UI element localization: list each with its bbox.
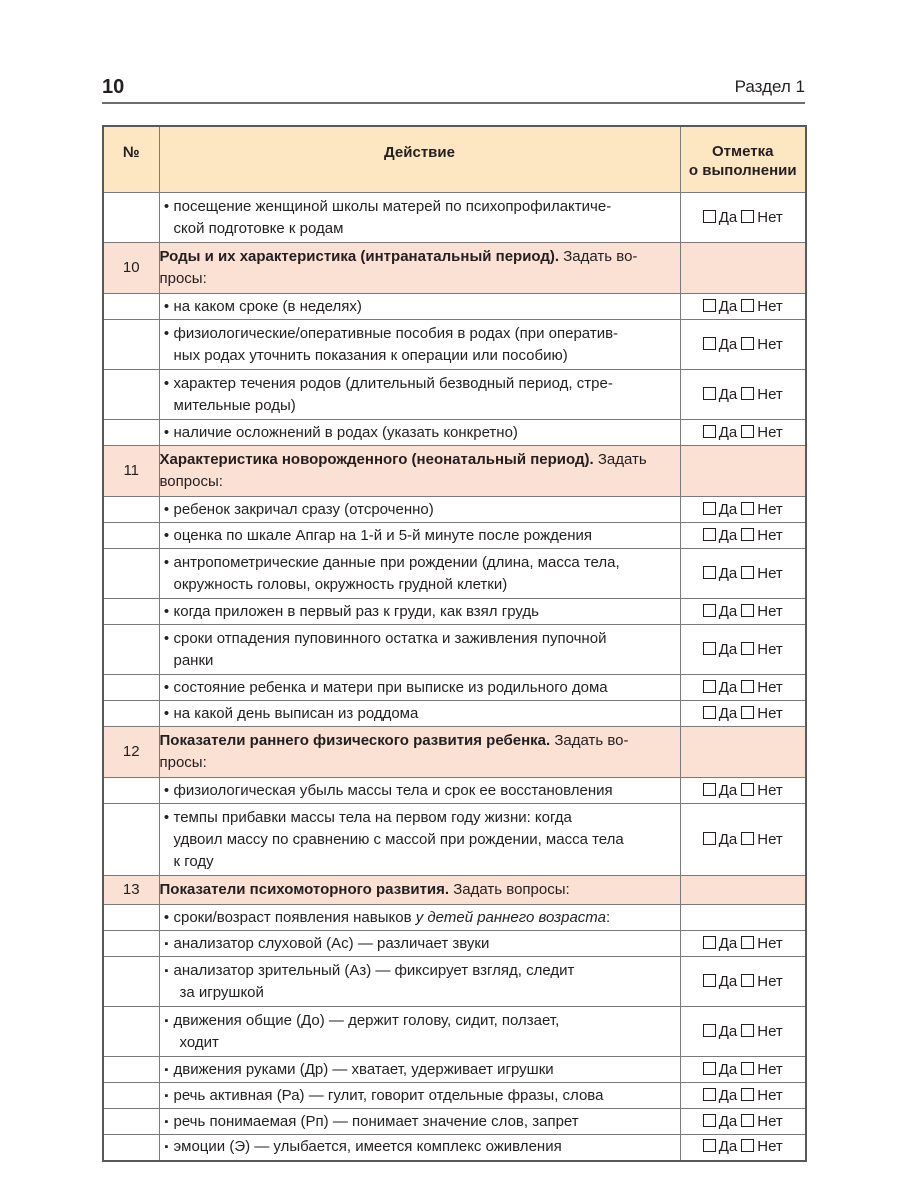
sub-bullet-icon: ▪ (164, 1089, 169, 1102)
checkbox-no[interactable] (741, 566, 754, 579)
checkbox-yes[interactable] (703, 1062, 716, 1075)
table-row (103, 599, 806, 625)
checkbox-no[interactable] (741, 642, 754, 655)
yes-no-check: Да Нет (680, 370, 806, 420)
action-text: • на каком сроке (в неделях) (159, 294, 680, 320)
checkbox-no[interactable] (741, 387, 754, 400)
yes-no-check: Да Нет (680, 1007, 806, 1057)
checkbox-yes[interactable] (703, 425, 716, 438)
action-text: • темпы прибавки массы тела на первом году жизни: когда удвоил массу по сравнению с массой при рождении, масса тела к году (159, 804, 680, 876)
action-text: • посещение женщиной школы матерей по психопрофилактиче- ской подготовке к родам (159, 193, 680, 243)
bullet-icon: • (163, 678, 170, 696)
checkbox-no[interactable] (741, 1062, 754, 1075)
action-text: • антропометрические данные при рождении (длина, масса тела, окружность головы, окружность грудной клетки) (159, 549, 680, 599)
yes-no-check: Да Нет (680, 957, 806, 1007)
section-number: 13 (103, 876, 159, 905)
checkbox-yes[interactable] (703, 1024, 716, 1037)
section-label: Раздел 1 (734, 77, 805, 96)
section-text: Роды и их характеристика (интранатальный период). Задать во- просы: (159, 243, 680, 294)
yes-no-check: Да Нет (680, 675, 806, 701)
action-text: • физиологическая убыль массы тела и срок ее восстановления (159, 778, 680, 804)
column-header-check (680, 126, 806, 193)
checkbox-yes[interactable] (703, 1114, 716, 1127)
bullet-icon: • (163, 526, 170, 544)
action-text: • ребенок закричал сразу (отсроченно) (159, 497, 680, 523)
table-row (103, 370, 806, 420)
sub-bullet-icon: ▪ (164, 964, 169, 977)
checkbox-yes[interactable] (703, 642, 716, 655)
yes-no-check: Да Нет (680, 778, 806, 804)
table-row (103, 625, 806, 675)
bullet-icon: • (163, 808, 170, 826)
yes-no-check: Да Нет (680, 549, 806, 599)
table-row (103, 1007, 806, 1057)
action-text: ▪ речь активная (Ра) — гулит, говорит отдельные фразы, слова (159, 1083, 680, 1109)
table-row (103, 1135, 806, 1161)
action-text: • на какой день выписан из роддома (159, 701, 680, 727)
checklist-table (102, 125, 807, 1162)
section-number: 11 (103, 446, 159, 497)
column-header-check-line2: о выполнении (688, 162, 797, 179)
yes-no-check: Да Нет (680, 1083, 806, 1109)
checkbox-yes[interactable] (703, 1139, 716, 1152)
section-row (103, 446, 806, 497)
table-row (103, 1109, 806, 1135)
checkbox-yes[interactable] (703, 604, 716, 617)
checkbox-no[interactable] (741, 210, 754, 223)
checkbox-no[interactable] (741, 1139, 754, 1152)
checkbox-yes[interactable] (703, 832, 716, 845)
yes-no-check: Да Нет (680, 931, 806, 957)
yes-no-check: Да Нет (680, 1109, 806, 1135)
column-header-num: № (103, 126, 159, 193)
sub-bullet-icon: ▪ (164, 937, 169, 950)
table-row (103, 778, 806, 804)
section-number: 12 (103, 727, 159, 778)
yes-no-check: Да Нет (680, 599, 806, 625)
section-text: Характеристика новорожденного (неонатальный период). Задать вопросы: (159, 446, 680, 497)
bullet-icon: • (163, 197, 170, 215)
bullet-icon: • (163, 781, 170, 799)
checkbox-no[interactable] (741, 832, 754, 845)
table-row (103, 294, 806, 320)
bullet-icon: • (163, 602, 170, 620)
table-row (103, 931, 806, 957)
table-row (103, 549, 806, 599)
action-text: ▪ анализатор слуховой (Ас) — различает звуки (159, 931, 680, 957)
bullet-icon: • (163, 324, 170, 342)
checkbox-no[interactable] (741, 299, 754, 312)
bullet-icon: • (163, 629, 170, 647)
action-text: • сроки/возраст появления навыков у детей раннего возраста: (159, 905, 680, 931)
checkbox-no[interactable] (741, 936, 754, 949)
action-text: • состояние ребенка и матери при выписке из родильного дома (159, 675, 680, 701)
table-row (103, 497, 806, 523)
yes-no-check: Да Нет (680, 701, 806, 727)
checkbox-no[interactable] (741, 680, 754, 693)
checkbox-no[interactable] (741, 425, 754, 438)
table-row (103, 320, 806, 370)
yes-no-check: Да Нет (680, 193, 806, 243)
checkbox-yes[interactable] (703, 337, 716, 350)
table-row (103, 675, 806, 701)
checkbox-no[interactable] (741, 1114, 754, 1127)
bullet-icon: • (163, 374, 170, 392)
checkbox-no[interactable] (741, 337, 754, 350)
checkbox-no[interactable] (741, 783, 754, 796)
checkbox-yes[interactable] (703, 1088, 716, 1101)
checkbox-no[interactable] (741, 974, 754, 987)
yes-no-check: Да Нет (680, 1057, 806, 1083)
checkbox-yes[interactable] (703, 210, 716, 223)
yes-no-check: Да Нет (680, 320, 806, 370)
section-text: Показатели психомоторного развития. Задать вопросы: (159, 876, 680, 905)
table-row (103, 905, 806, 931)
table-row (103, 701, 806, 727)
yes-no-check: Да Нет (680, 804, 806, 876)
action-text: • сроки отпадения пуповинного остатка и заживления пупочной ранки (159, 625, 680, 675)
checkbox-yes[interactable] (703, 974, 716, 987)
action-text: • когда приложен в первый раз к груди, как взял грудь (159, 599, 680, 625)
yes-no-check: Да Нет (680, 1135, 806, 1161)
yes-no-check: Да Нет (680, 523, 806, 549)
page-header (102, 76, 805, 104)
checkbox-yes[interactable] (703, 299, 716, 312)
action-text: • наличие осложнений в родах (указать конкретно) (159, 420, 680, 446)
checkbox-yes[interactable] (703, 783, 716, 796)
sub-bullet-icon: ▪ (164, 1141, 169, 1154)
bullet-icon: • (163, 297, 170, 315)
table-row (103, 193, 806, 243)
bullet-icon: • (163, 423, 170, 441)
table-row (103, 420, 806, 446)
column-header-action: Действие (159, 126, 680, 193)
checkbox-no[interactable] (741, 1024, 754, 1037)
table-row (103, 804, 806, 876)
action-text: • физиологические/оперативные пособия в родах (при оператив- ных родах уточнить показания к операции или пособию) (159, 320, 680, 370)
checkbox-yes[interactable] (703, 936, 716, 949)
section-text: Показатели раннего физического развития ребенка. Задать во- просы: (159, 727, 680, 778)
checkbox-yes[interactable] (703, 706, 716, 719)
action-text: ▪ эмоции (Э) — улыбается, имеется комплекс оживления (159, 1135, 680, 1161)
action-text: ▪ движения общие (До) — держит голову, сидит, ползает, ходит (159, 1007, 680, 1057)
yes-no-check: Да Нет (680, 625, 806, 675)
bullet-icon: • (163, 704, 170, 722)
yes-no-check: Да Нет (680, 294, 806, 320)
table-row (103, 1057, 806, 1083)
checkbox-no[interactable] (741, 604, 754, 617)
checkbox-no[interactable] (741, 1088, 754, 1101)
page-number: 10 (102, 76, 125, 98)
bullet-icon: • (163, 553, 170, 571)
table-header-row (103, 126, 806, 193)
checkbox-no[interactable] (741, 528, 754, 541)
bullet-icon: • (163, 908, 170, 926)
section-row (103, 727, 806, 778)
action-text: • оценка по шкале Апгар на 1-й и 5-й минуте после рождения (159, 523, 680, 549)
action-text: ▪ речь понимаемая (Рп) — понимает значение слов, запрет (159, 1109, 680, 1135)
section-row (103, 243, 806, 294)
sub-bullet-icon: ▪ (164, 1063, 169, 1076)
action-text: • характер течения родов (длительный безводный период, стре- мительные роды) (159, 370, 680, 420)
column-header-check-line1: Отметка (712, 143, 774, 160)
checkbox-no[interactable] (741, 706, 754, 719)
action-text: ▪ анализатор зрительный (Аз) — фиксирует взгляд, следит за игрушкой (159, 957, 680, 1007)
section-number: 10 (103, 243, 159, 294)
checkbox-yes[interactable] (703, 680, 716, 693)
sub-bullet-icon: ▪ (164, 1115, 169, 1128)
action-text: ▪ движения руками (Др) — хватает, удерживает игрушки (159, 1057, 680, 1083)
checkbox-yes[interactable] (703, 528, 716, 541)
checkbox-yes[interactable] (703, 502, 716, 515)
bullet-icon: • (163, 500, 170, 518)
yes-no-check: Да Нет (680, 420, 806, 446)
section-row (103, 876, 806, 905)
sub-bullet-icon: ▪ (164, 1014, 169, 1027)
table-row (103, 957, 806, 1007)
table-row (103, 1083, 806, 1109)
checkbox-no[interactable] (741, 502, 754, 515)
table-row (103, 523, 806, 549)
checkbox-yes[interactable] (703, 387, 716, 400)
checkbox-yes[interactable] (703, 566, 716, 579)
yes-no-check: Да Нет (680, 497, 806, 523)
